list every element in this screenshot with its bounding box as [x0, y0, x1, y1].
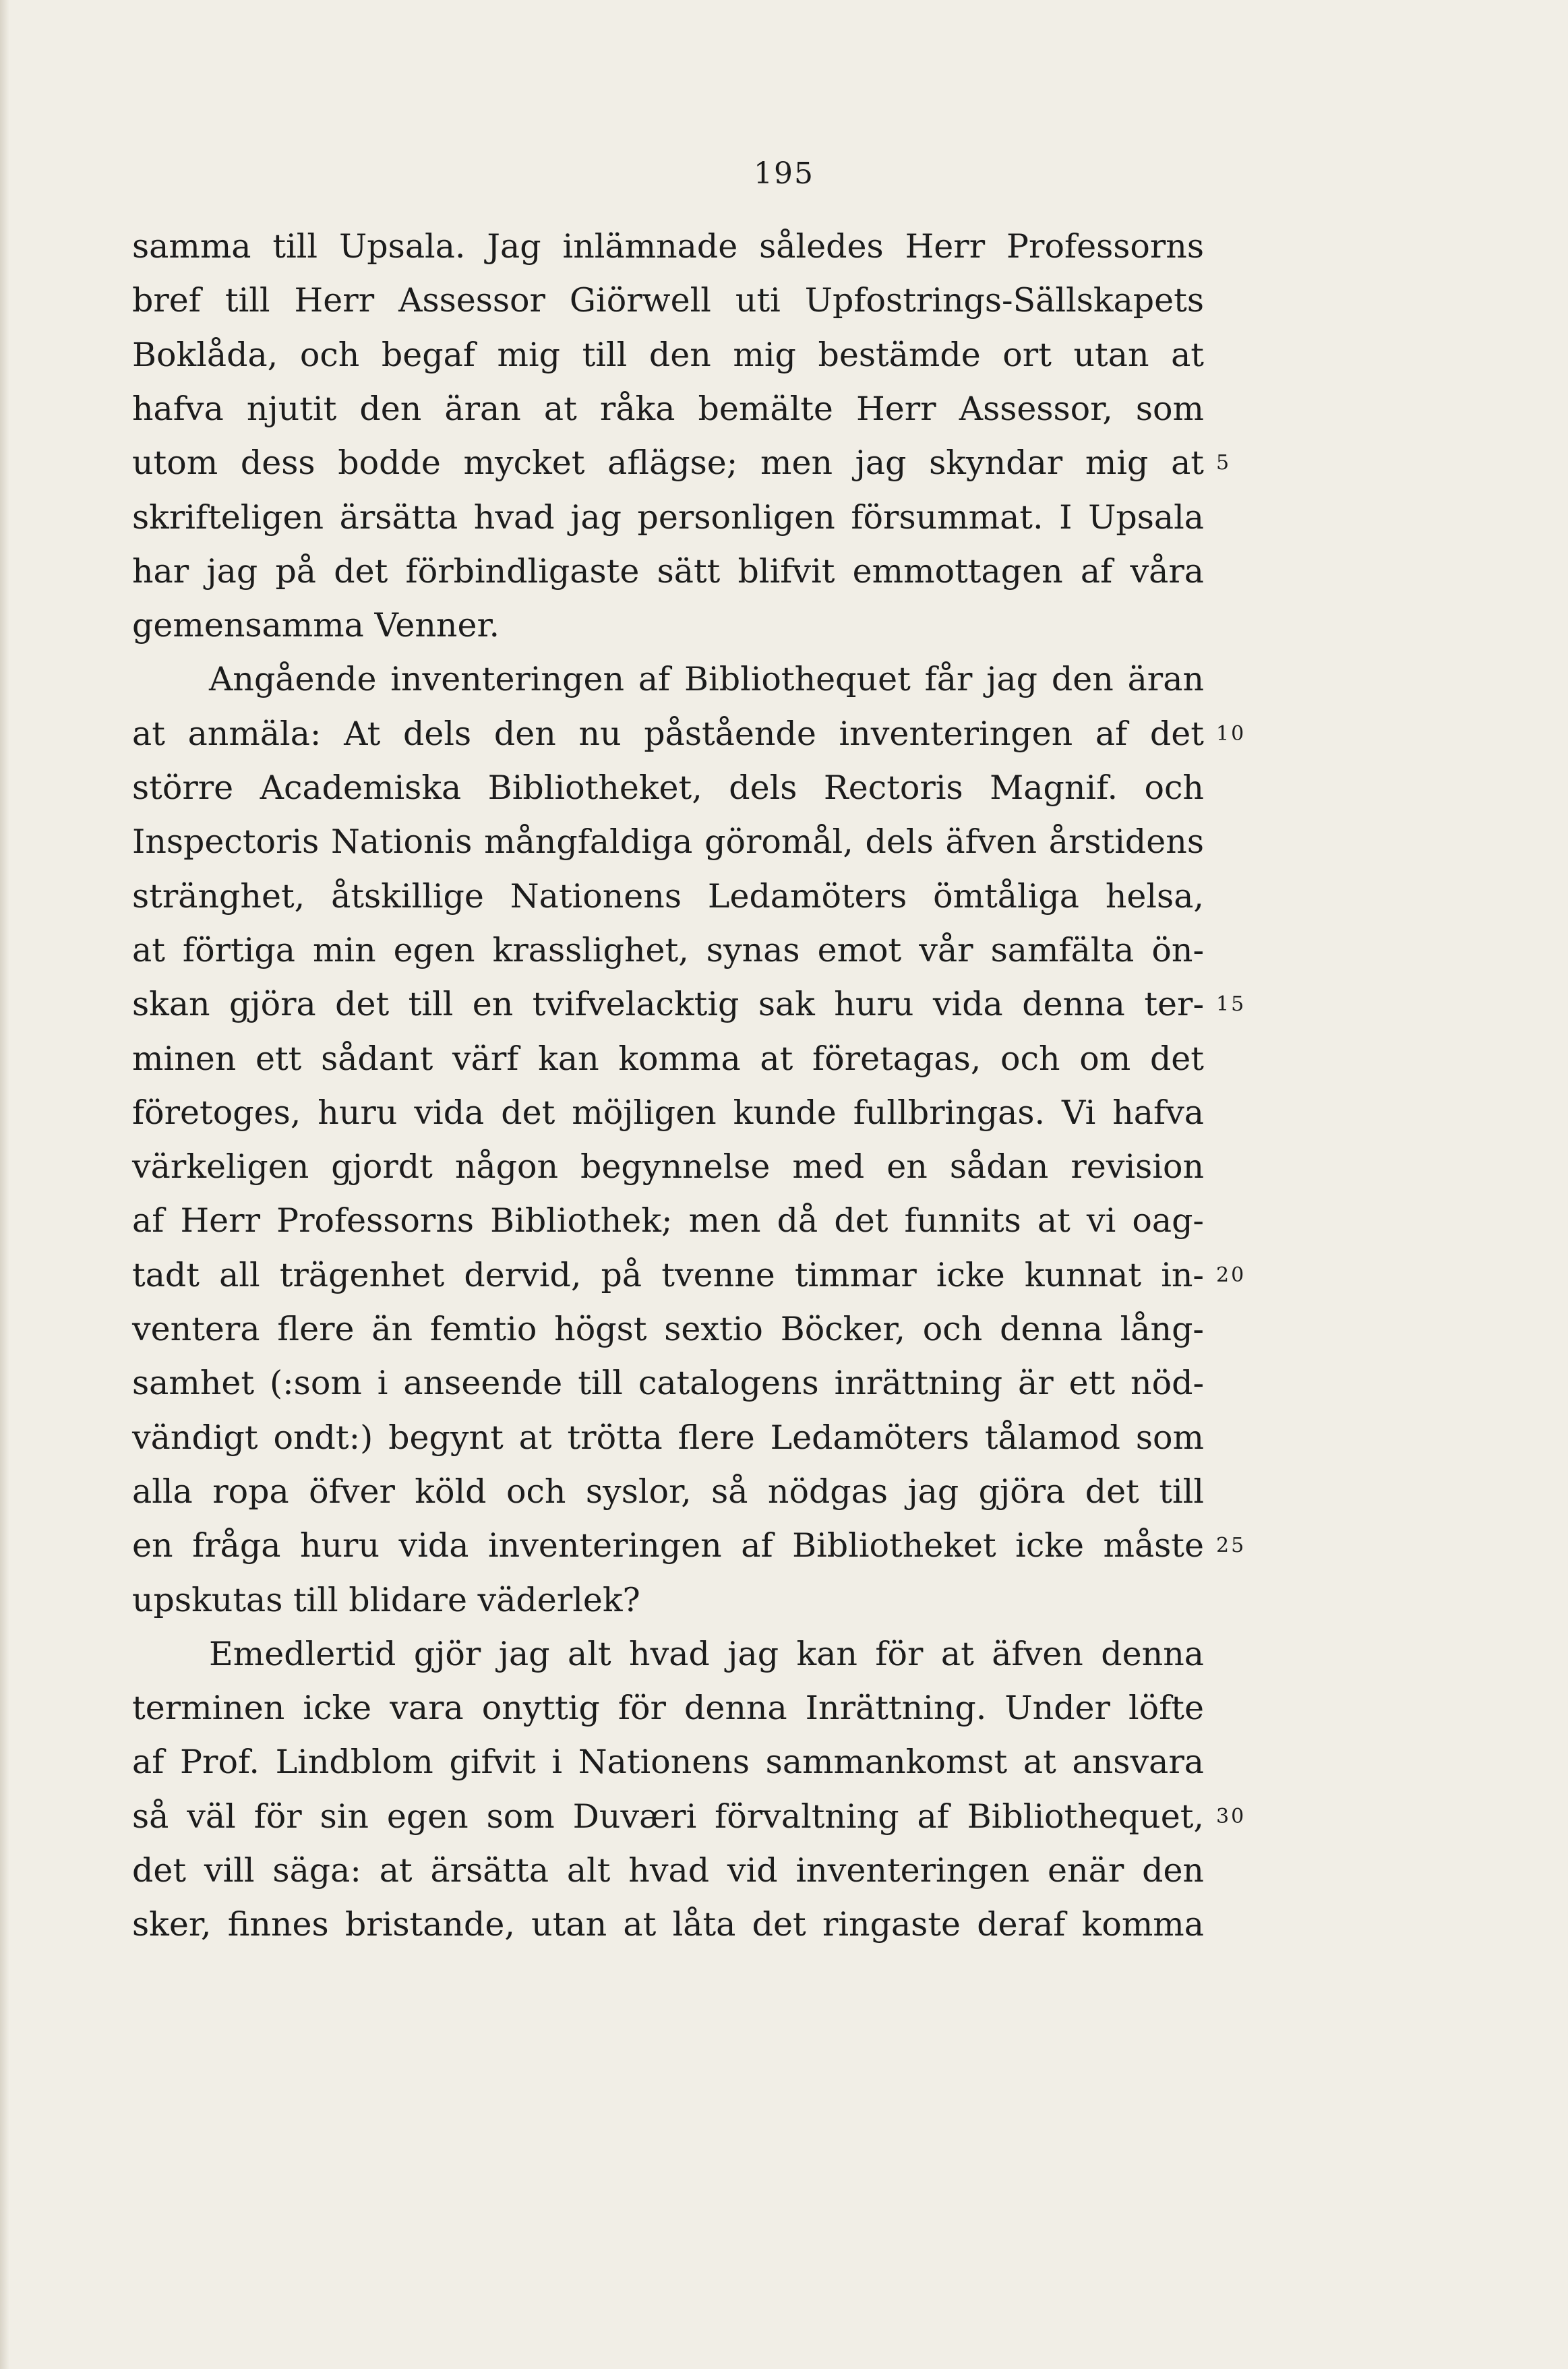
text-line: af Prof. Lindblom gifvit i Nationens sammankomst at ansvara [132, 1743, 1204, 1781]
text-line: Emedlertid gjör jag alt hvad jag kan för at äfven denna [209, 1635, 1204, 1673]
text-line: gemensamma Venner. [132, 606, 500, 644]
text-line: en fråga huru vida inventeringen af Bibliotheket icke måste [132, 1526, 1204, 1565]
text-line: samhet (:som i anseende till catalogens inrättning är ett nöd- [132, 1364, 1204, 1402]
text-line: företoges, huru vida det möjligen kunde fullbringas. Vi hafva [132, 1093, 1204, 1132]
text-line: skan gjöra det till en tvifvelacktig sak huru vida denna ter- [132, 985, 1204, 1023]
text-line: Angående inventeringen af Bibliothequet får jag den äran [209, 660, 1204, 698]
text-line: hafva njutit den äran at råka bemälte Herr Assessor, som [132, 390, 1204, 428]
text-line: Inspectoris Nationis mångfaldiga göromål, dels äfven årstidens [132, 822, 1204, 861]
text-line: minen ett sådant värf kan komma at företagas, och om det [132, 1040, 1204, 1078]
text-line: utom dess bodde mycket aflägse; men jag skyndar mig at [132, 444, 1204, 482]
margin-line-number: 15 [1216, 992, 1246, 1016]
text-line: har jag på det förbindligaste sätt blifvit emmottagen af våra [132, 552, 1204, 591]
text-line: större Academiska Bibliotheket, dels Rectoris Magnif. och [132, 769, 1204, 807]
margin-line-number: 10 [1216, 722, 1246, 746]
text-line: at förtiga min egen krasslighet, synas emot vår samfälta ön- [132, 931, 1204, 969]
text-line: terminen icke vara onyttig för denna Inrättning. Under löfte [132, 1689, 1204, 1727]
margin-line-number: 30 [1216, 1805, 1246, 1828]
text-line: af Herr Professorns Bibliothek; men då det funnits at vi oag- [132, 1201, 1204, 1240]
text-line: stränghet, åtskillige Nationens Ledamöters ömtåliga helsa, [132, 877, 1204, 916]
text-line: värkeligen gjordt någon begynnelse med en sådan revision [132, 1147, 1204, 1186]
margin-line-number: 5 [1216, 451, 1232, 475]
text-line: alla ropa öfver köld och syslor, så nödgas jag gjöra det till [132, 1472, 1204, 1511]
text-line: sker, finnes bristande, utan at låta det ringaste deraf komma [132, 1905, 1204, 1944]
text-line: ventera flere än femtio högst sextio Böcker, och denna lång- [132, 1310, 1204, 1348]
text-line: vändigt ondt:) begynt at trötta flere Ledamöters tålamod som [132, 1418, 1204, 1457]
text-line: tadt all trägenhet dervid, på tvenne timmar icke kunnat in- [132, 1256, 1204, 1294]
text-line: upskutas till blidare väderlek? [132, 1581, 640, 1619]
page-number: 195 [754, 156, 814, 191]
page-edge-shadow [0, 0, 9, 2369]
margin-line-number: 20 [1216, 1263, 1246, 1287]
text-line: bref till Herr Assessor Giörwell uti Upfostrings-Sällskapets [132, 281, 1204, 320]
margin-line-number: 25 [1216, 1534, 1246, 1557]
text-line: skrifteligen ärsätta hvad jag personligen försummat. I Upsala [132, 498, 1204, 537]
text-line: Boklåda, och begaf mig till den mig bestämde ort utan at [132, 336, 1204, 374]
text-line: så väl för sin egen som Duværi förvaltning af Bibliothequet, [132, 1797, 1204, 1836]
text-line: at anmäla: At dels den nu påstående inventeringen af det [132, 715, 1204, 753]
text-line: samma till Upsala. Jag inlämnade således Herr Professorns [132, 227, 1204, 266]
text-line: det vill säga: at ärsätta alt hvad vid inventeringen enär den [132, 1851, 1204, 1890]
